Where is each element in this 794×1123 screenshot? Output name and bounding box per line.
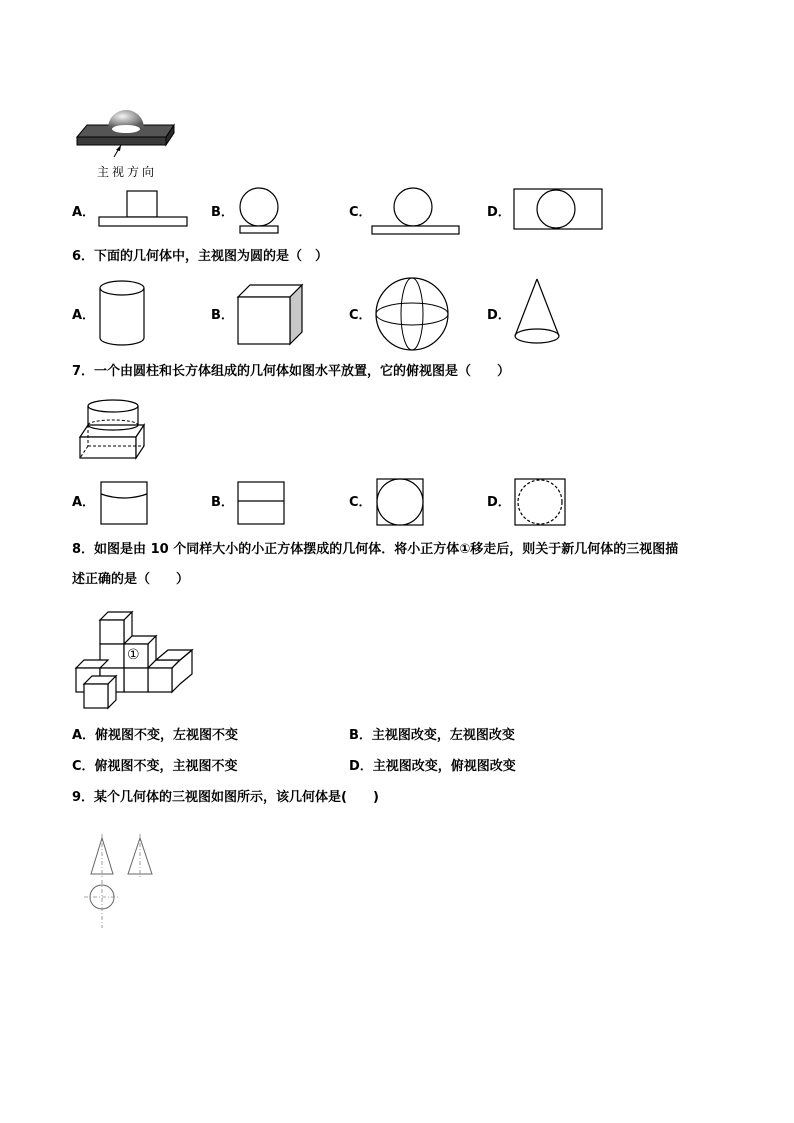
q6-option-d-label: D． [487,308,511,323]
q7-option-d-figure[interactable] [513,477,569,529]
q5-option-d-label: D． [487,205,511,220]
cone-figure[interactable] [512,278,562,350]
q5-option-a-figure[interactable] [98,190,190,230]
q7-option-b-label: B． [211,495,234,510]
cylinder-figure[interactable] [98,279,148,349]
q5-option-a-label: A． [72,205,96,220]
cube-figure[interactable] [236,284,306,348]
q7-option-c-label: C． [349,495,372,510]
direction-label: 主视方向 [97,165,158,179]
q5-option-c-figure[interactable] [371,187,463,239]
q5-option-c-label: C． [349,205,372,220]
q8-answer-c[interactable]: C．俯视图不变，主视图不变 [72,759,238,774]
cube-1-marker: ① [127,647,140,663]
q7-solid-figure [76,397,148,463]
q7-option-b-figure[interactable] [236,480,288,528]
q7-option-a-figure[interactable] [99,480,151,528]
q8-answer-d[interactable]: D．主视图改变，俯视图改变 [349,759,516,774]
q6-option-c-label: C． [349,308,372,323]
question-8-text-line-1: 8．如图是由 10 个同样大小的小正方体摆成的几何体．将小正方体①移走后，则关于新几何体的三视图描 [72,542,679,557]
q7-option-a-label: A． [72,495,96,510]
q6-option-a-label: A． [72,308,96,323]
q7-option-d-label: D． [487,495,511,510]
question-9-text: 9．某个几何体的三视图如图所示，该几何体是( ) [72,790,379,805]
sphere-figure[interactable] [374,276,452,354]
question-8-text-line-2: 述正确的是（ ） [72,572,190,587]
q6-option-b-label: B． [211,308,234,323]
q5-option-b-label: B． [211,205,234,220]
question-7-text: 7．一个由圆柱和长方体组成的几何体如图水平放置，它的俯视图是（ ） [72,364,511,379]
q5-option-d-figure[interactable] [513,188,605,232]
question-6-text: 6．下面的几何体中，主视图为圆的是（ ） [72,249,329,264]
q9-three-views-figure [80,834,160,930]
q5-option-b-figure[interactable] [238,186,282,236]
q8-answer-b[interactable]: B．主视图改变，左视图改变 [349,728,515,743]
q8-answer-a[interactable]: A．俯视图不变，左视图不变 [72,728,239,743]
q7-option-c-figure[interactable] [375,477,427,529]
